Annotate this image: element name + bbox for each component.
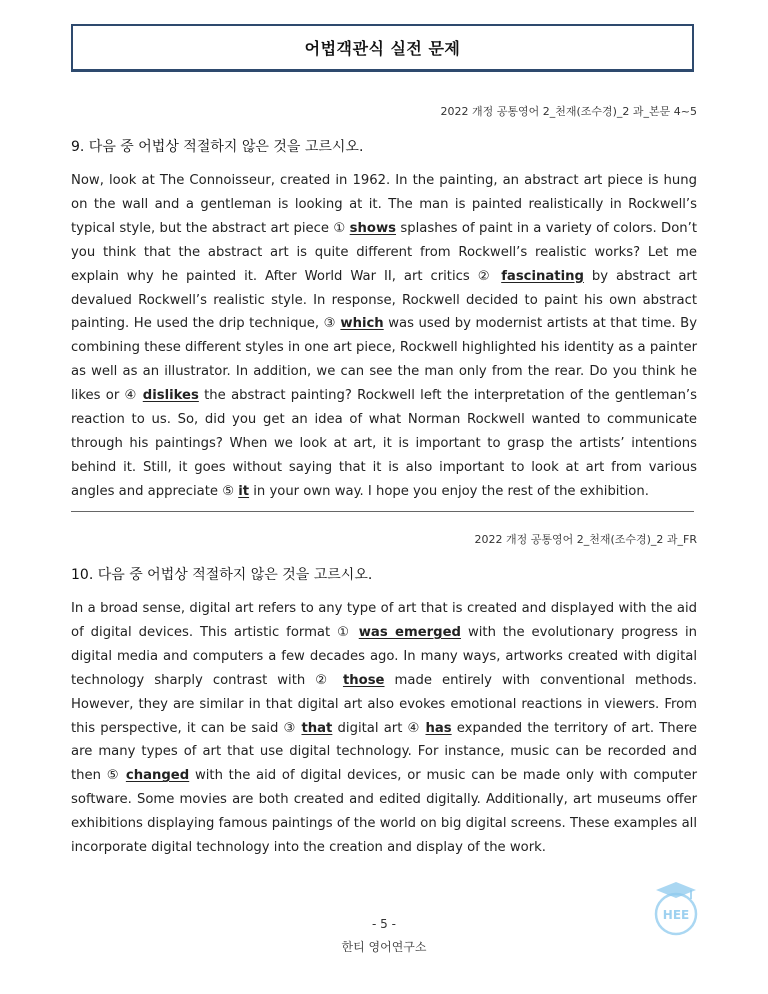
footer-org: 한티 영어연구소 (341, 940, 427, 954)
q9-text-1: Now, look at The Connoisseur, created in 1962. In the painting, an abstract art piece is hung on the wall and a gentleman is looking at it. The man is painted realistically in Rockwell’s typical style, but the abstract art piece ① (71, 173, 697, 236)
q10-passage (71, 597, 697, 860)
q10-choice-4: has (425, 720, 452, 736)
q9-choice-1: shows (349, 220, 397, 236)
q10-choice-1: was emerged (358, 624, 461, 640)
title-box (71, 24, 694, 72)
divider (71, 511, 694, 512)
q10-choice-5: changed (125, 768, 190, 784)
hee-logo-icon (652, 880, 700, 936)
q9-title: 9. 다음 중 어법상 적절하지 않은 것을 고르시오. (71, 139, 364, 155)
q9-text-2: splashes of paint in a variety of colors. Don’t you think that the abstract art is quite different from Rockwell’s realistic works? Let me explain why he painted it. After World War II, art critics ② (71, 220, 697, 284)
q10-text-3: made entirely with conventional methods. However, they are similar in that digital art also evokes emotional reactions in viewers. From this perspective, it can be said ③ (71, 672, 697, 736)
q10-text-4: digital art ④ (332, 720, 426, 736)
q9-source: 2022 개정 공통영어 2_천재(조수경)_2 과_본문 4~5 (440, 105, 697, 118)
q10-text-2: with the evolutionary progress in digital media and computers a few decades ago. In many ways, artworks created with digital technology sharply contrast with ② (71, 624, 698, 688)
page-title: 어법객관식 실전 문제 (304, 39, 461, 58)
q10-choice-3: that (301, 720, 333, 736)
q10-choice-2: those (342, 672, 385, 688)
q9-choice-2: fascinating (501, 268, 584, 284)
q9-passage (71, 169, 697, 504)
q9-text-6: in your own way. I hope you enjoy the rest of the exhibition. (249, 483, 649, 499)
q9-text-4: was used by modernist artists at that time. By combining these different styles in one art piece, Rockwell highlighted his identity as a painter as well as an illustrator. In addition, we can see the man only from the rear. Do you think he likes or ④ (71, 316, 698, 404)
q10-text-1: In a broad sense, digital art refers to any type of art that is created and displayed with the aid of digital devices. This artistic format ① (71, 601, 697, 640)
q10-source: 2022 개정 공통영어 2_천재(조수경)_2 과_FR (474, 533, 697, 546)
q9-choice-5: it (238, 483, 250, 499)
q10-text-5: expanded the territory of art. There are many types of art that use digital technology. For instance, music can be recorded and then ⑤ (71, 720, 697, 784)
q10-text-6: with the aid of digital devices, or music can be made only with computer software. Some movies are both created and edited digitally. Additionally, art museums offer exhibitions displaying famous paintings of the world on big digital screens. These examples all incorporate digital technology into the creation and display of the work. (71, 768, 697, 856)
page-number: - 5 - (372, 917, 396, 931)
q9-text-3: by abstract art devalued Rockwell’s realistic style. In response, Rockwell decided to paint his own abstract painting. He used the drip technique, ③ (71, 268, 698, 332)
q9-choice-3: which (340, 316, 384, 332)
q9-choice-4: dislikes (142, 388, 199, 404)
q10-title: 10. 다음 중 어법상 적절하지 않은 것을 고르시오. (71, 567, 373, 583)
q9-text-5: the abstract painting? Rockwell left the interpretation of the gentleman’s reaction to us. So, did you get an idea of what Norman Rockwell wanted to communicate through his paintings? When we look at art, it is important to grasp the artists’ intentions behind it. Still, it goes without saying that it is also important to look at art from various angles and appreciate ⑤ (71, 388, 697, 499)
logo-text: HEE (662, 908, 690, 922)
